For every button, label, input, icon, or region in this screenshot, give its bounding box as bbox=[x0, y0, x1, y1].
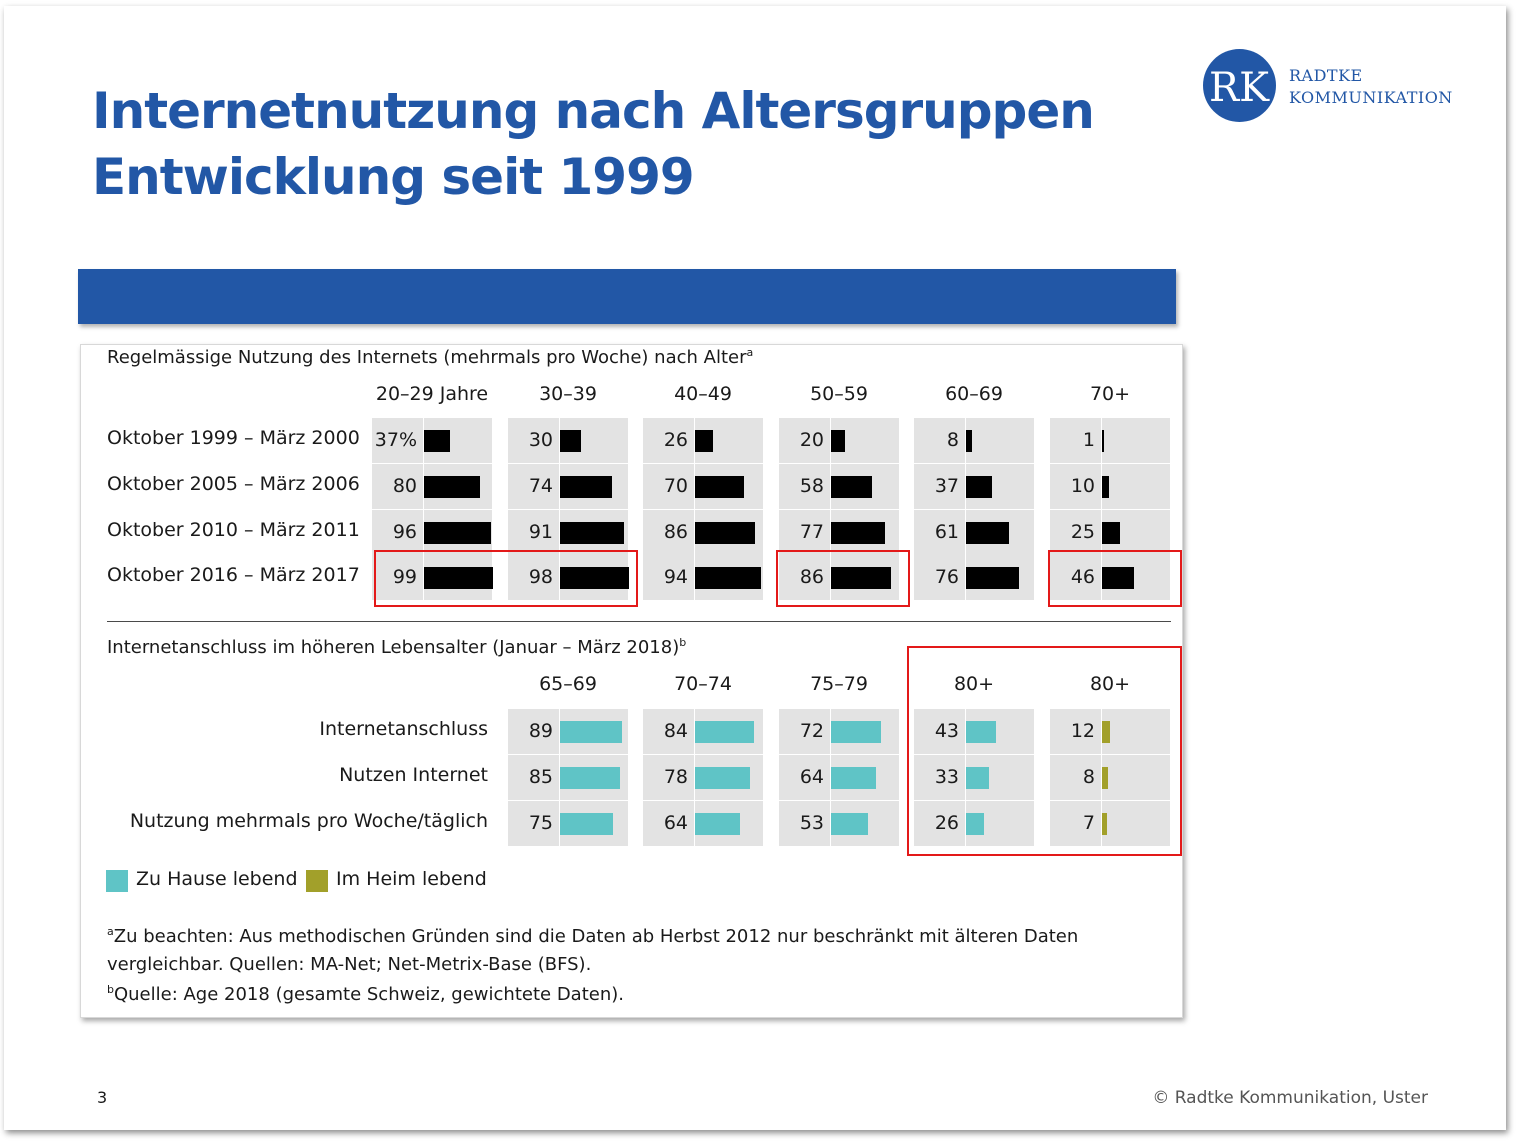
data-label: 76 bbox=[934, 566, 959, 588]
data-label: 20 bbox=[799, 429, 824, 451]
chart1-cell bbox=[1050, 510, 1170, 555]
data-label: 98 bbox=[528, 566, 553, 588]
chart2-cell bbox=[508, 709, 628, 754]
chart2-title bbox=[107, 636, 686, 658]
data-label: 8 bbox=[946, 429, 959, 451]
chart2-column-header: 80+ bbox=[1089, 673, 1131, 695]
data-label: 58 bbox=[799, 475, 824, 497]
chart1-cell bbox=[779, 418, 899, 463]
logo bbox=[1203, 49, 1276, 122]
footnote-b-sup: b bbox=[107, 983, 114, 996]
chart1-cell bbox=[914, 555, 1034, 600]
chart1-title bbox=[107, 346, 753, 368]
bar bbox=[1102, 430, 1104, 452]
chart1-column-header: 70+ bbox=[1089, 383, 1131, 405]
data-label: 25 bbox=[1070, 521, 1095, 543]
bar bbox=[560, 430, 581, 452]
bar bbox=[424, 476, 480, 498]
highlight-box-20-39 bbox=[374, 550, 638, 607]
chart1-cell bbox=[914, 464, 1034, 509]
chart1-cell bbox=[643, 418, 763, 463]
data-label: 99 bbox=[392, 566, 417, 588]
bar bbox=[831, 522, 885, 544]
data-label: 77 bbox=[799, 521, 824, 543]
data-label: 91 bbox=[528, 521, 553, 543]
chart1-cell bbox=[508, 464, 628, 509]
chart1-row-label: Oktober 1999 – März 2000 bbox=[107, 427, 360, 449]
chart1-title-sup: a bbox=[746, 346, 754, 359]
chart1-cell bbox=[643, 510, 763, 555]
data-label: 61 bbox=[934, 521, 959, 543]
chart1-cell bbox=[372, 464, 492, 509]
slide-title-line2: Entwicklung seit 1999 bbox=[92, 148, 694, 206]
footnote-a-cont bbox=[107, 954, 591, 975]
bar bbox=[966, 567, 1019, 589]
bar bbox=[424, 522, 491, 544]
bar bbox=[831, 430, 845, 452]
data-label: 7 bbox=[1082, 812, 1095, 834]
chart1-cell bbox=[508, 510, 628, 555]
chart1-row-label: Oktober 2005 – März 2006 bbox=[107, 473, 360, 495]
data-label: 12 bbox=[1070, 720, 1095, 742]
chart1-cell bbox=[914, 510, 1034, 555]
bar bbox=[560, 767, 620, 789]
chart1-column-header: 30–39 bbox=[539, 383, 597, 405]
data-label: 75 bbox=[528, 812, 553, 834]
data-label: 8 bbox=[1082, 766, 1095, 788]
data-label: 85 bbox=[528, 766, 553, 788]
chart2-row-label: Nutzen Internet bbox=[339, 764, 488, 786]
chart1-column-header: 60–69 bbox=[945, 383, 1003, 405]
chart2-cell bbox=[779, 801, 899, 846]
data-label: 33 bbox=[934, 766, 959, 788]
bar bbox=[560, 522, 624, 544]
bar bbox=[1102, 522, 1120, 544]
chart1-cell bbox=[914, 418, 1034, 463]
copyright: © Radtke Kommunikation, Uster bbox=[1152, 1088, 1428, 1108]
data-label: 43 bbox=[934, 720, 959, 742]
data-label: 64 bbox=[663, 812, 688, 834]
chart1-column-header: 50–59 bbox=[810, 383, 868, 405]
blue-banner bbox=[78, 269, 1176, 324]
logo-line1: RADTKE bbox=[1289, 66, 1363, 85]
data-label: 46 bbox=[1070, 566, 1095, 588]
bar bbox=[695, 522, 755, 544]
chart2-cell bbox=[643, 709, 763, 754]
highlight-box-50-59 bbox=[776, 550, 910, 607]
chart2-title-text: Internetanschluss im höheren Lebensalter (Januar – März 2018) bbox=[107, 637, 680, 658]
chart2-column-header: 65–69 bbox=[539, 673, 597, 695]
chart2-column-header: 75–79 bbox=[810, 673, 868, 695]
footnote-a-text: Zu beachten: Aus methodischen Gründen sind die Daten ab Herbst 2012 nur beschränkt mit älteren Daten bbox=[113, 926, 1079, 947]
bar bbox=[560, 476, 612, 498]
chart1-row-label: Oktober 2016 – März 2017 bbox=[107, 564, 360, 586]
bar bbox=[831, 813, 868, 835]
slide-title-line1: Internetnutzung nach Altersgruppen bbox=[92, 82, 1094, 140]
data-label: 72 bbox=[799, 720, 824, 742]
chart1-cell bbox=[372, 418, 492, 463]
bar bbox=[560, 813, 613, 835]
data-label: 1 bbox=[1082, 429, 1095, 451]
bar bbox=[695, 476, 744, 498]
chart2-cell bbox=[643, 801, 763, 846]
logo-monogram: RK bbox=[1209, 65, 1269, 111]
chart1-cell bbox=[779, 464, 899, 509]
chart2-title-sup: b bbox=[679, 636, 687, 649]
footnote-a bbox=[107, 925, 1078, 947]
chart2-cell bbox=[508, 755, 628, 800]
chart2-row-label: Internetanschluss bbox=[319, 718, 488, 740]
bar bbox=[831, 476, 872, 498]
data-label: 78 bbox=[663, 766, 688, 788]
logo-line2: KOMMUNIKATION bbox=[1289, 88, 1453, 107]
data-label: 94 bbox=[663, 566, 688, 588]
chart1-cell bbox=[1050, 464, 1170, 509]
data-label: 89 bbox=[528, 720, 553, 742]
data-label: 53 bbox=[799, 812, 824, 834]
bar bbox=[966, 522, 1009, 544]
bar bbox=[831, 721, 881, 743]
bar bbox=[560, 721, 622, 743]
data-label: 96 bbox=[392, 521, 417, 543]
logo-monogram-icon bbox=[1203, 49, 1276, 122]
chart1-column-header: 20–29 Jahre bbox=[375, 383, 489, 405]
bar bbox=[966, 476, 992, 498]
chart2-cell bbox=[508, 801, 628, 846]
legend-swatch-home bbox=[106, 870, 128, 892]
chart1-cell bbox=[372, 510, 492, 555]
data-label: 86 bbox=[799, 566, 824, 588]
data-label: 10 bbox=[1070, 475, 1095, 497]
bar bbox=[695, 813, 740, 835]
bar bbox=[695, 430, 713, 452]
legend-label-heim: Im Heim lebend bbox=[336, 868, 487, 890]
bar bbox=[695, 567, 761, 589]
page-number: 3 bbox=[97, 1088, 108, 1107]
data-label: 84 bbox=[663, 720, 688, 742]
chart1-title-text: Regelmässige Nutzung des Internets (mehrmals pro Woche) nach Alter bbox=[107, 347, 747, 368]
chart2-cell bbox=[643, 755, 763, 800]
bar bbox=[966, 430, 972, 452]
chart1-cell bbox=[643, 464, 763, 509]
data-label: 70 bbox=[663, 475, 688, 497]
data-label: 80 bbox=[392, 475, 417, 497]
chart2-column-header: 80+ bbox=[953, 673, 995, 695]
highlight-box-70plus bbox=[1048, 550, 1182, 607]
data-label: 86 bbox=[663, 521, 688, 543]
chart2-cell bbox=[779, 755, 899, 800]
chart1-cell bbox=[508, 418, 628, 463]
legend-swatch-heim bbox=[306, 870, 328, 892]
bar bbox=[831, 767, 876, 789]
data-label: 74 bbox=[528, 475, 553, 497]
chart2-row-label: Nutzung mehrmals pro Woche/täglich bbox=[129, 810, 488, 832]
chart1-row-label: Oktober 2010 – März 2011 bbox=[107, 519, 360, 541]
bar bbox=[1102, 476, 1109, 498]
data-label: 37 bbox=[934, 475, 959, 497]
data-label: 37% bbox=[374, 429, 417, 451]
highlight-box-80plus bbox=[907, 646, 1182, 856]
bar bbox=[695, 721, 754, 743]
data-label: 26 bbox=[934, 812, 959, 834]
chart1-column-header: 40–49 bbox=[674, 383, 732, 405]
footnote-b bbox=[107, 983, 624, 1005]
chart1-cell bbox=[779, 510, 899, 555]
footnote-b-text: Quelle: Age 2018 (gesamte Schweiz, gewichtete Daten). bbox=[113, 984, 624, 1005]
section-divider bbox=[107, 621, 1171, 622]
chart1-cell bbox=[643, 555, 763, 600]
chart2-cell bbox=[779, 709, 899, 754]
footnote-a-cont-text: vergleichbar. Quellen: MA-Net; Net-Metrix-Base (BFS). bbox=[107, 954, 592, 975]
chart1-cell bbox=[1050, 418, 1170, 463]
legend-label-home: Zu Hause lebend bbox=[136, 868, 298, 890]
data-label: 30 bbox=[528, 429, 553, 451]
chart2-column-header: 70–74 bbox=[674, 673, 732, 695]
bar bbox=[424, 430, 450, 452]
footnote-a-sup: a bbox=[107, 925, 114, 938]
bar bbox=[695, 767, 750, 789]
data-label: 26 bbox=[663, 429, 688, 451]
data-label: 64 bbox=[799, 766, 824, 788]
